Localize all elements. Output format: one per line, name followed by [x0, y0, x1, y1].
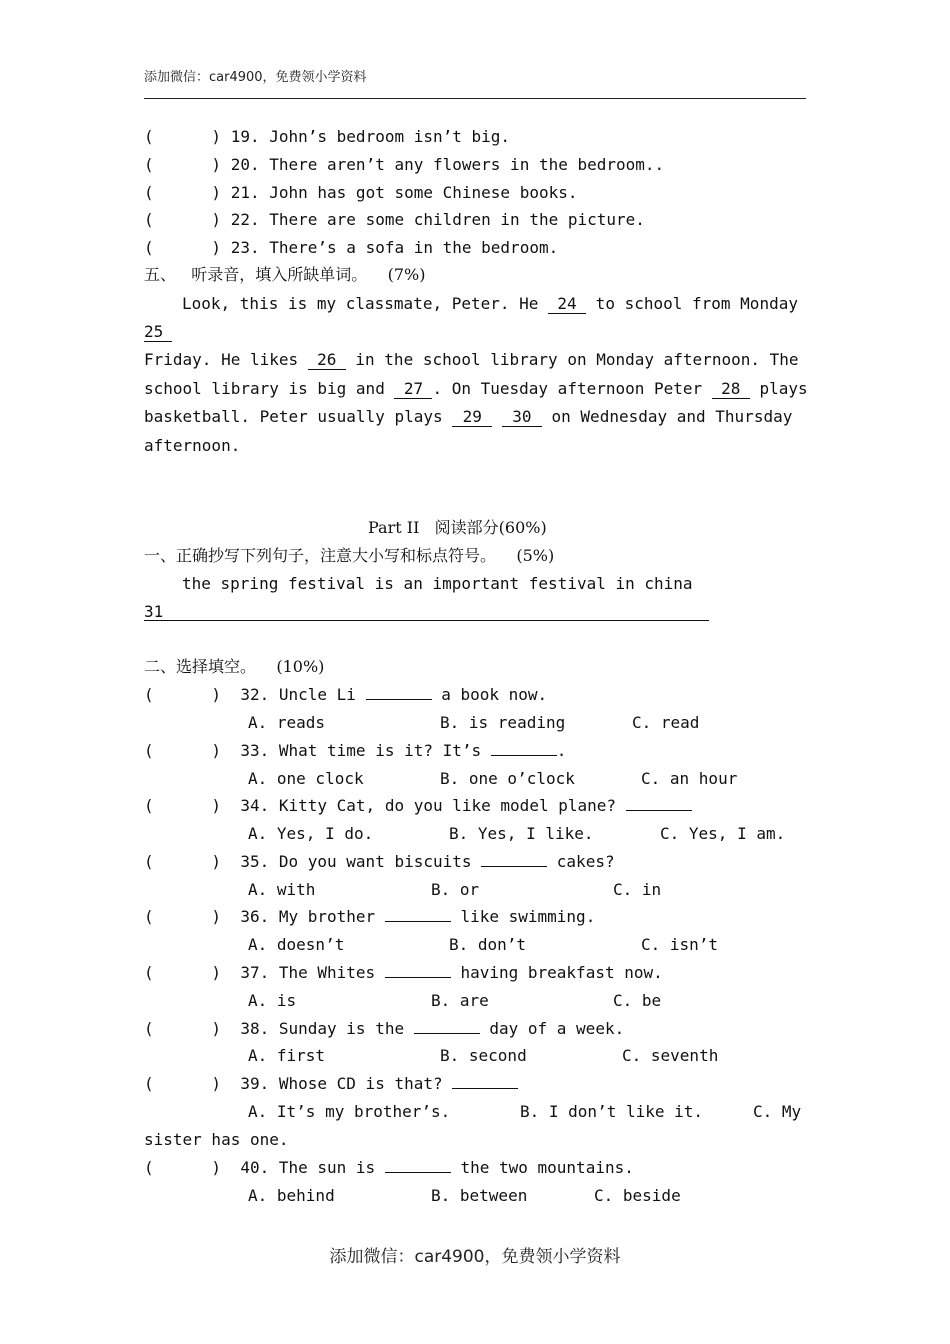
passage-text: school library is big and: [144, 379, 395, 398]
mc-question-33: [144, 741, 566, 761]
blank-29: 29: [452, 408, 492, 427]
answer-paren: ( ): [144, 1158, 222, 1177]
answer-paren: ( ): [144, 1074, 222, 1093]
section-score: (10%): [276, 657, 325, 676]
page-footer: 添加微信：car4900，免费领小学资料: [329, 1247, 621, 1267]
answer-paren: ( ): [144, 685, 222, 704]
question-text: 33. What time is it? It’s: [240, 741, 491, 760]
question-text: 36. My brother: [240, 907, 385, 926]
section-title: 一、正确抄写下列句子，注意大小写和标点符号。: [144, 546, 497, 565]
question-text: 35. Do you want biscuits: [240, 852, 482, 871]
fill-blank: [452, 1074, 518, 1089]
passage-text: to school from Monday: [586, 294, 798, 313]
fill-blank: [385, 963, 451, 978]
passage-line-4: [144, 379, 808, 399]
section-1-title: [144, 546, 554, 566]
option-c-continuation: sister has one.: [144, 1130, 289, 1149]
answer-paren: ( ): [144, 796, 222, 815]
mc-question-39: [144, 1074, 518, 1094]
option-b: B. Yes, I like.: [449, 824, 594, 843]
question-text: having breakfast now.: [450, 963, 663, 982]
question-text: cakes?: [547, 852, 615, 871]
passage-line-2: [144, 322, 172, 342]
question-text: day of a week.: [479, 1019, 625, 1038]
option-c: C. read: [632, 713, 700, 732]
mc-question-38: [144, 1019, 624, 1039]
question-text: the two mountains.: [450, 1158, 634, 1177]
section-2-title: [144, 657, 324, 677]
option-c: C. an hour: [641, 769, 738, 788]
passage-line-6: afternoon.: [144, 436, 241, 455]
option-b: B. one o’clock: [440, 769, 575, 788]
section-score: (5%): [516, 546, 555, 565]
answer-paren: ( ): [144, 963, 222, 982]
question-text: 37. The Whites: [240, 963, 385, 982]
passage-line-3: [144, 350, 799, 370]
mc-question-36: [144, 907, 595, 927]
option-a: A. reads: [248, 713, 326, 732]
option-c: C. be: [613, 991, 662, 1010]
answer-paren: ( ): [144, 183, 222, 202]
question-text: 34. Kitty Cat, do you like model plane?: [240, 796, 626, 815]
question-text: .: [556, 741, 567, 760]
fill-blank: [385, 907, 451, 922]
question-text: 23. There’s a sofa in the bedroom.: [230, 238, 559, 257]
answer-paren: ( ): [144, 741, 222, 760]
passage-text: Look, this is my classmate, Peter. He: [182, 294, 549, 313]
mc-question-35: [144, 852, 615, 872]
option-a: A. behind: [248, 1186, 335, 1205]
option-b: B. are: [431, 991, 489, 1010]
fill-blank: [366, 685, 432, 700]
fill-blank: [385, 1158, 451, 1173]
option-b: B. is reading: [440, 713, 566, 732]
option-c: C. seventh: [622, 1046, 719, 1065]
answer-paren: ( ): [144, 127, 222, 146]
blank-25: 25: [144, 323, 172, 342]
passage-text: Friday. He likes: [144, 350, 308, 369]
part-2-title: Part II 阅读部分(60%): [368, 518, 547, 537]
answer-paren: ( ): [144, 155, 222, 174]
mc-question-37: [144, 963, 663, 983]
fill-blank: [626, 796, 692, 811]
option-c: C. My: [753, 1102, 802, 1121]
option-a: A. doesn’t: [248, 935, 345, 954]
section-score: (7%): [387, 265, 426, 284]
section-5-title: [144, 265, 425, 285]
question-text: like swimming.: [450, 907, 596, 926]
option-c: C. in: [613, 880, 662, 899]
fill-blank: [414, 1019, 480, 1034]
question-text: 40. The sun is: [240, 1158, 385, 1177]
question-text: 21. John has got some Chinese books.: [230, 183, 578, 202]
copy-sentence: the spring festival is an important festival in china: [182, 574, 693, 593]
passage-line-5: [144, 407, 792, 427]
answer-paren: ( ): [144, 210, 222, 229]
answer-paren: ( ): [144, 907, 222, 926]
option-b: B. or: [431, 880, 480, 899]
question-text: 39. Whose CD is that?: [240, 1074, 453, 1093]
question-text: 22. There are some children in the picture.: [230, 210, 645, 229]
question-text: 20. There aren’t any flowers in the bedroom..: [230, 155, 665, 174]
judge-item-23: [144, 238, 558, 258]
option-b: B. second: [440, 1046, 527, 1065]
judge-item-21: [144, 183, 577, 203]
question-31-label: 31: [144, 602, 164, 621]
option-a: A. Yes, I do.: [248, 824, 374, 843]
question-text: 19. John’s bedroom isn’t big.: [230, 127, 511, 146]
judge-item-20: [144, 155, 664, 175]
judge-item-22: [144, 210, 645, 230]
passage-text: in the school library on Monday afternoon. The: [345, 350, 799, 369]
mc-question-40: [144, 1158, 634, 1178]
answer-paren: ( ): [144, 1019, 222, 1038]
blank-24: 24: [548, 295, 586, 314]
section-title: 二、选择填空。: [144, 657, 257, 676]
passage-text: . On Tuesday afternoon Peter: [432, 379, 712, 398]
mc-question-34: [144, 796, 692, 816]
option-a: A. is: [248, 991, 297, 1010]
option-b: B. between: [431, 1186, 528, 1205]
blank-26: 26: [308, 351, 346, 370]
fill-blank: [491, 741, 557, 756]
section-title: 五、 听录音，填入所缺单词。: [144, 265, 368, 284]
fill-blank: [481, 852, 547, 867]
question-text: a book now.: [431, 685, 548, 704]
option-c: C. isn’t: [641, 935, 719, 954]
passage-text: on Wednesday and Thursday: [541, 407, 793, 426]
option-c: C. beside: [594, 1186, 681, 1205]
passage-line-1: [182, 294, 798, 314]
option-c: C. Yes, I am.: [660, 824, 786, 843]
option-b: B. I don’t like it.: [520, 1102, 704, 1121]
page-header: 添加微信：car4900，免费领小学资料: [144, 70, 367, 85]
question-text: 38. Sunday is the: [240, 1019, 414, 1038]
question-text: 32. Uncle Li: [240, 685, 366, 704]
blank-28: 28: [712, 380, 750, 399]
blank-27: 27: [394, 380, 432, 399]
option-b: B. don’t: [449, 935, 527, 954]
option-a: A. one clock: [248, 769, 364, 788]
option-a: A. first: [248, 1046, 326, 1065]
answer-line-31[interactable]: [144, 620, 709, 621]
answer-paren: ( ): [144, 852, 222, 871]
option-a: A. It’s my brother’s.: [248, 1102, 451, 1121]
passage-text: basketball. Peter usually plays: [144, 407, 453, 426]
judge-item-19: [144, 127, 510, 147]
blank-30: 30: [502, 408, 542, 427]
header-divider: [144, 98, 806, 99]
mc-question-32: [144, 685, 547, 705]
option-a: A. with: [248, 880, 316, 899]
answer-paren: ( ): [144, 238, 222, 257]
passage-text: plays: [749, 379, 808, 398]
